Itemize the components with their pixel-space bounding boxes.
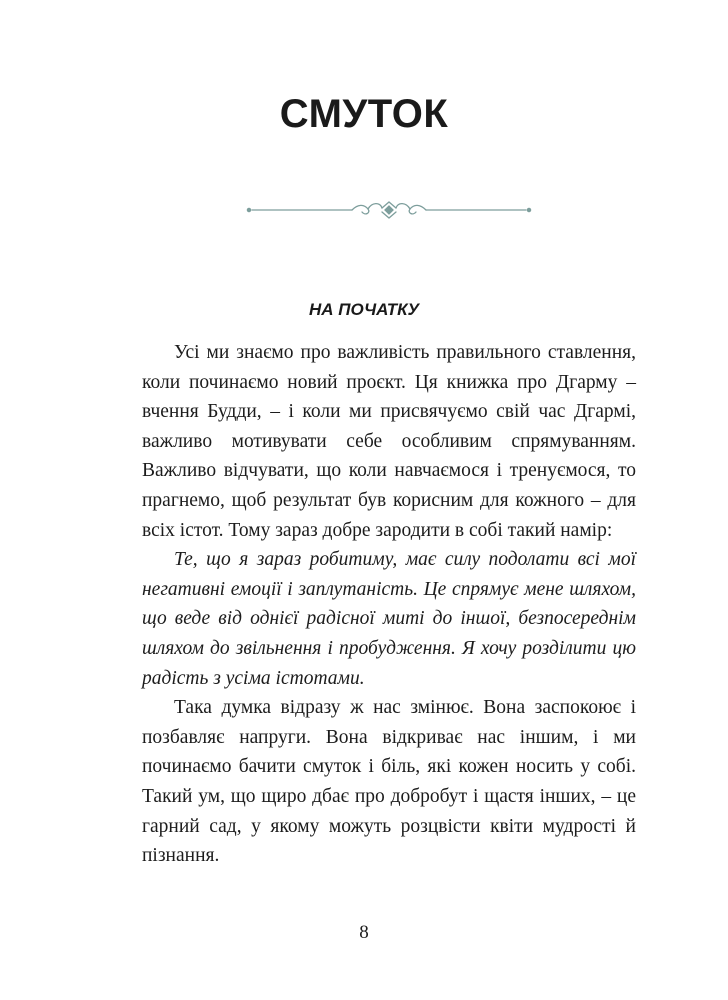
chapter-title: СМУТОК <box>279 92 449 136</box>
quote-paragraph: Те, що я зараз робитиму, має силу подолати всі мої негативні емоції і заплутаність. Це спрямує мене шляхом, що веде від однієї радісної миті до іншої, безпосереднім шляхом до звільнення і пробудження. Я хочу розділити цю радість з усіма істотами. <box>142 549 636 689</box>
decorative-divider-icon <box>244 196 534 224</box>
page-number: 8 <box>359 922 369 943</box>
body-text <box>142 338 636 871</box>
paragraph: Усі ми знаємо про важливість правильного ставлення, коли починаємо новий проєкт. Ця книжка про Дгарму – вчення Будди, – і коли ми присвячуємо свій час Дгармі, важливо мотивувати себе особливим спрямуванням. Важливо відчувати, що коли навчаємося і тренуємося, то прагнемо, щоб результат був корисним для кожного – для всіх істот. Тому зараз добре зародити в собі такий намір: <box>142 342 636 541</box>
paragraph: Така думка відразу ж нас змінює. Вона заспокоює і позбавляє напруги. Вона відкриває нас іншим, і ми починаємо бачити смуток і біль, які кожен носить у собі. Такий ум, що щиро дбає про добробут і щастя інших, – це гарний сад, у якому можуть розцвісти квіти мудрості й пізнання. <box>142 697 636 867</box>
section-heading: НА ПОЧАТКУ <box>308 300 420 319</box>
